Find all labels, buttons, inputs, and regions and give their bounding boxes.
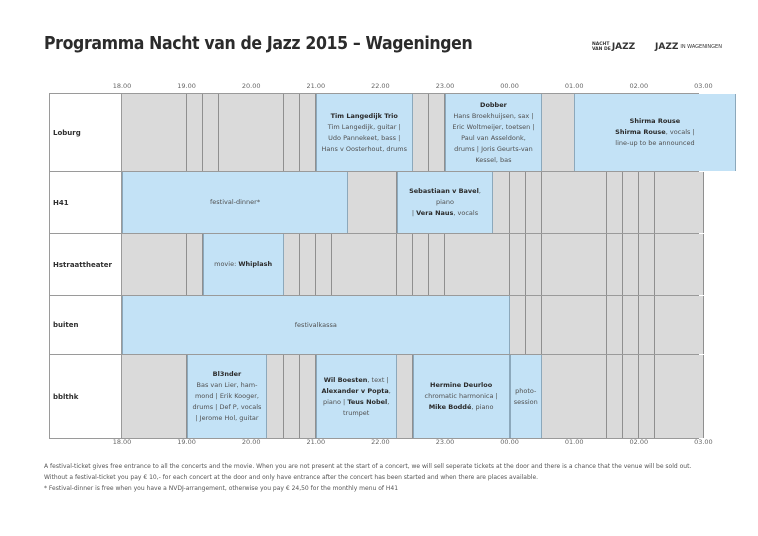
- footnote-dinner: * Festival-dinner is free when you have a NVDJ-arrangement, otherwise you pay € 24,50 for the monthly menu of H41: [44, 485, 399, 492]
- event-block[interactable]: [203, 234, 284, 295]
- event-text: ,: [388, 386, 391, 395]
- time-slot: [687, 296, 704, 354]
- event-block[interactable]: [316, 94, 413, 171]
- hour-label: 22.00: [371, 82, 390, 90]
- time-slot: [655, 296, 672, 354]
- hour-label: 03.00: [694, 438, 713, 446]
- event-text: , vocals: [453, 209, 479, 217]
- time-slot: [542, 296, 559, 354]
- venue-label: bblthk: [49, 355, 122, 438]
- time-slot: [122, 355, 139, 438]
- time-slot: [187, 234, 204, 295]
- hour-label: 21.00: [306, 82, 326, 90]
- artist-name: Sebastiaan v Bavel: [409, 187, 479, 195]
- time-slot: [138, 94, 155, 171]
- event-line: line-up to be announced: [615, 139, 695, 147]
- schedule-grid: [49, 93, 699, 439]
- time-slot: [623, 172, 640, 233]
- venue-row: [49, 171, 699, 233]
- event-title: Shirma Rouse: [629, 117, 681, 125]
- page-title: Programma Nacht van de Jazz 2015 – Wageningen: [44, 34, 473, 54]
- time-slot: [558, 234, 575, 295]
- time-slot: [445, 234, 462, 295]
- event-text: |: [411, 209, 417, 217]
- event-block[interactable]: [187, 355, 268, 438]
- venue-label: Loburg: [49, 94, 122, 171]
- time-slot: [671, 296, 688, 354]
- time-slot: [558, 172, 575, 233]
- time-slot: [558, 355, 575, 438]
- jazz-in-wageningen-logo: $^{JAZZ}$ $^{IN WAGENINGEN}$: [655, 42, 722, 52]
- time-slot: [542, 234, 559, 295]
- time-slot: [332, 234, 349, 295]
- hour-label: 23.00: [435, 82, 455, 90]
- time-slot: [671, 172, 688, 233]
- event-text: chromatic harmonica |: [424, 392, 498, 400]
- hour-label: 21.00: [306, 438, 326, 446]
- time-slot: [477, 234, 494, 295]
- event-line: festival-dinner*: [209, 198, 261, 206]
- event-line: Udo Pannekeet, bass |: [328, 133, 401, 142]
- time-slot: [639, 296, 656, 354]
- event-block[interactable]: [574, 94, 736, 171]
- time-slot: [607, 234, 624, 295]
- time-slot: [526, 296, 543, 354]
- event-line: [615, 127, 695, 138]
- event-line: Tim Langedijk, guitar |: [327, 122, 401, 131]
- time-slot: [300, 94, 317, 171]
- time-slot: [542, 355, 559, 438]
- event-line: drums | Def P, vocals: [192, 403, 262, 411]
- event-line: session: [513, 397, 538, 406]
- time-slot: [122, 234, 139, 295]
- time-slot: [639, 172, 656, 233]
- time-slot: [203, 94, 220, 171]
- time-slot: [267, 94, 284, 171]
- time-slot: [187, 94, 204, 171]
- venue-row: [49, 354, 699, 439]
- artist-name: Whiplash: [238, 260, 273, 268]
- hour-label: 23.00: [435, 438, 455, 446]
- time-slot: [574, 296, 591, 354]
- footnote-ticket: A festival-ticket gives free entrance to all the concerts and the movie. When you are not present at the start of a concert, we will sell seperate tickets at the door and there is a chance that the venue will be sold out.: [44, 463, 692, 470]
- event-text: ,: [387, 397, 390, 406]
- event-title: Hermine Deurloo: [430, 381, 493, 389]
- hour-label: 19.00: [177, 438, 196, 446]
- time-slot: [380, 172, 397, 233]
- venue-row: [49, 295, 699, 354]
- time-slot: [623, 355, 640, 438]
- time-slot: [364, 234, 381, 295]
- event-line: photo-: [515, 386, 537, 395]
- venue-label: Hstraattheater: [49, 234, 122, 295]
- event-line: [214, 259, 272, 270]
- time-slot: [590, 355, 607, 438]
- hour-label: 03.00: [694, 82, 713, 90]
- time-slot: [655, 234, 672, 295]
- artist-name: Wil Boesten: [323, 375, 368, 384]
- time-slot: [138, 234, 155, 295]
- event-text: piano |: [322, 397, 348, 406]
- event-line: [324, 375, 389, 386]
- time-slot: [429, 234, 446, 295]
- artist-name: Mike Boddé: [428, 403, 472, 411]
- event-text: , piano: [435, 187, 481, 206]
- time-slot: [607, 355, 624, 438]
- time-slot: [348, 172, 365, 233]
- time-slot: [284, 94, 301, 171]
- time-slot: [510, 296, 527, 354]
- hour-label: 20.00: [241, 438, 261, 446]
- time-slot: [397, 355, 414, 438]
- hour-label: 01.00: [564, 82, 584, 90]
- venue-row: [49, 93, 699, 171]
- time-slot: [526, 172, 543, 233]
- event-line: [321, 386, 390, 397]
- time-slot: [623, 234, 640, 295]
- time-slot: [607, 296, 624, 354]
- time-slot: [542, 94, 559, 171]
- event-line: drums | Joris Geurts-van: [454, 144, 533, 153]
- time-slot: [170, 94, 187, 171]
- time-slot: [267, 355, 284, 438]
- time-slot: [687, 234, 704, 295]
- footnote-no-ticket: Without a festival-ticket you pay € 10,- for each concert at the door and only have entrance after the concert has been started and when there are places available.: [44, 474, 539, 481]
- time-slot: [671, 234, 688, 295]
- event-block[interactable]: [510, 355, 542, 438]
- artist-name: Vera Naus: [416, 209, 454, 217]
- venue-row: [49, 233, 699, 295]
- event-line: [400, 186, 491, 208]
- time-slot: [429, 94, 446, 171]
- event-text: , text |: [367, 375, 389, 384]
- artist-name: Teus Nobel: [347, 397, 388, 406]
- event-line: festivalkassa: [294, 320, 337, 329]
- time-slot: [170, 234, 187, 295]
- time-slot: [542, 172, 559, 233]
- event-line: mond | Erik Kooger,: [194, 392, 259, 400]
- time-slot: [639, 355, 656, 438]
- event-line: [323, 397, 389, 408]
- time-slot: [413, 234, 430, 295]
- artist-name: Shirma Rouse: [615, 128, 666, 136]
- time-slot: [284, 355, 301, 438]
- event-text: , piano: [471, 403, 494, 411]
- time-slot: [154, 94, 171, 171]
- time-slot: [687, 172, 704, 233]
- venue-label: buiten: [49, 296, 122, 354]
- time-slot: [461, 234, 478, 295]
- time-slot: [380, 234, 397, 295]
- event-line: [425, 391, 498, 402]
- time-slot: [300, 234, 317, 295]
- event-block[interactable]: [397, 172, 494, 233]
- time-slot: [284, 234, 301, 295]
- event-line: Paul van Asseldonk,: [461, 133, 526, 142]
- hour-label: 02.00: [629, 82, 649, 90]
- venue-label: H41: [49, 172, 122, 233]
- time-slot: [122, 94, 139, 171]
- event-block[interactable]: [122, 172, 348, 233]
- event-block[interactable]: [316, 355, 397, 438]
- time-slot: [623, 296, 640, 354]
- time-slot: [364, 172, 381, 233]
- time-slot: [639, 234, 656, 295]
- time-slot: [574, 355, 591, 438]
- artist-name: Alexander v Popta: [321, 386, 389, 395]
- event-line: [429, 402, 494, 413]
- hour-label: 18.00: [112, 438, 132, 446]
- event-line: Eric Woltmeijer, toetsen |: [452, 122, 535, 131]
- time-slot: [510, 234, 527, 295]
- hour-label: 18.00: [112, 82, 132, 90]
- time-slot: [510, 172, 527, 233]
- time-slot: [655, 172, 672, 233]
- time-slot: [493, 234, 510, 295]
- time-slot: [687, 355, 704, 438]
- time-slot: [590, 296, 607, 354]
- event-block[interactable]: [413, 355, 510, 438]
- event-line: Kessel, bas: [475, 155, 512, 164]
- event-block[interactable]: [122, 296, 510, 354]
- time-slot: [348, 234, 365, 295]
- hour-label: 19.00: [177, 82, 196, 90]
- time-slot: [671, 355, 688, 438]
- time-slot: [590, 234, 607, 295]
- time-slot: [154, 355, 171, 438]
- event-text: , vocals |: [665, 128, 695, 136]
- time-slot: [413, 94, 430, 171]
- nacht-van-de-jazz-logo: NACHT VAN $DE^{JAZZ}$: [592, 42, 636, 52]
- time-slot: [607, 172, 624, 233]
- time-slot: [526, 234, 543, 295]
- time-slot: [154, 234, 171, 295]
- event-title: Tim Langedijk Trio: [330, 111, 398, 120]
- event-title: Bl3nder: [212, 370, 242, 378]
- hour-label: 00.00: [500, 82, 519, 90]
- time-slot: [655, 355, 672, 438]
- hour-label: 02.00: [629, 438, 649, 446]
- time-slot: [493, 172, 510, 233]
- event-text: movie:: [214, 260, 239, 268]
- time-slot: [170, 355, 187, 438]
- event-line: | Jerome Hol, guitar: [195, 414, 259, 422]
- event-title: Dobber: [480, 100, 507, 109]
- time-slot: [574, 172, 591, 233]
- hour-label: 01.00: [564, 438, 584, 446]
- event-line: Hans v Oosterhout, drums: [321, 144, 407, 153]
- time-slot: [300, 355, 317, 438]
- time-slot: [558, 94, 575, 171]
- hour-label: 20.00: [241, 82, 261, 90]
- hour-label: 22.00: [371, 438, 390, 446]
- event-line: Bas van Lier, ham-: [196, 381, 258, 389]
- time-slot: [235, 94, 252, 171]
- event-line: [343, 408, 369, 419]
- time-slot: [251, 94, 268, 171]
- hour-label: 00.00: [500, 438, 519, 446]
- time-slot: [219, 94, 236, 171]
- time-slot: [138, 355, 155, 438]
- event-text: trumpet: [342, 408, 370, 417]
- time-slot: [590, 172, 607, 233]
- time-slot: [397, 234, 414, 295]
- event-line: [412, 208, 478, 219]
- time-slot: [574, 234, 591, 295]
- time-slot: [558, 296, 575, 354]
- time-slot: [316, 234, 333, 295]
- event-line: Hans Broekhuijsen, sax |: [453, 111, 534, 120]
- event-block[interactable]: [445, 94, 542, 171]
